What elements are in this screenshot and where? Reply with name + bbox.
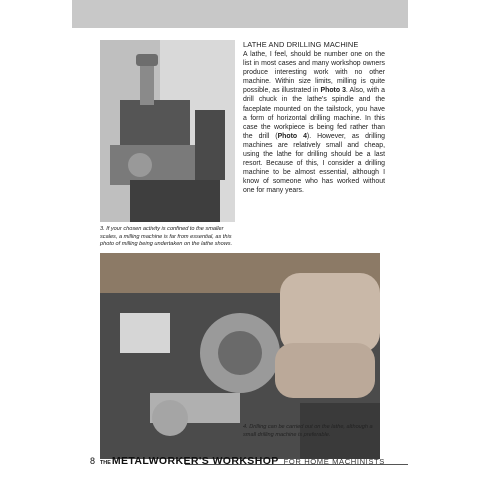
article-column: [243, 40, 385, 196]
book-title: METALWORKER'S WORKSHOP: [111, 455, 279, 467]
page-number: 8: [90, 456, 96, 466]
photo-3-image: [100, 40, 235, 222]
body-text-run: ). However, as drilling machines are relatively small and cheap, using the lathe for drilling should be a last resort. Because of this, I consider a drilling machine to be almost essential, although I know of someone who has worked without one for many years.: [243, 132, 386, 195]
book-page: [100, 40, 388, 472]
brand-prefix: THE: [100, 460, 111, 466]
book-tagline: FOR HOME MACHINISTS: [283, 457, 385, 466]
photo-3-milling-on-lathe: [100, 40, 235, 222]
body-text-run: . Also, with a drill chuck in the lathe's spindle and the faceplate mounted on the tailstock, you have a form of horizontal drilling machine. In this case the workpiece is being fed rather than the drill (: [243, 87, 385, 140]
body-paragraph: [243, 50, 385, 196]
photo-reference: Photo 4: [277, 132, 307, 140]
caption-photo-4: 4. Drilling can be carried out on the lathe, although a small drilling machine is preferable.: [243, 424, 373, 438]
top-header-band: [72, 0, 408, 28]
section-heading: LATHE AND DRILLING MACHINE: [243, 40, 359, 49]
body-text-run: A lathe, I feel, should be number one on the list in most cases and many workshop owners produce interesting work with no other machine. Within size limits, milling is quite possible, as illustrated in: [243, 51, 385, 95]
footer-rule: [185, 464, 408, 465]
photo-reference: Photo 3: [320, 87, 346, 95]
caption-photo-3: 3. If your chosen activity is confined to the smaller scales, a milling machine is far from essential, as this photo of milling being undertaken on the lathe shows.: [100, 226, 233, 248]
page-footer: [90, 455, 410, 469]
